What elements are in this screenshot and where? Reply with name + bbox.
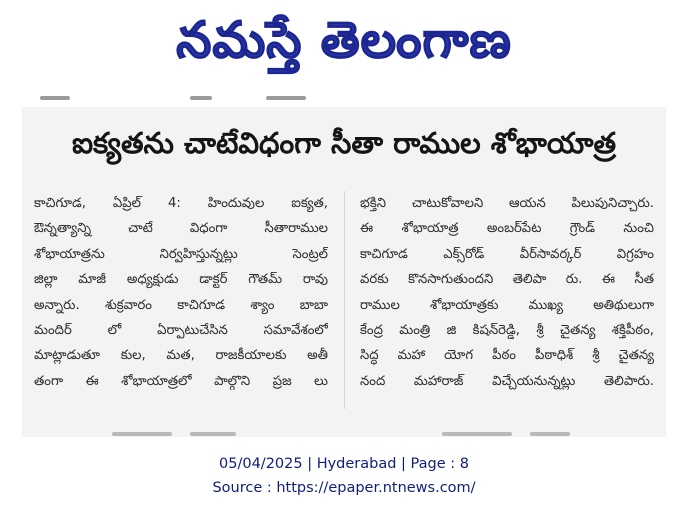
article-line: అన్నారు. శుక్రవారం కాచిగూడ శ్యాం బాబా xyxy=(34,297,328,313)
article-line: ఈ శోభాయాత్ర అంబర్‌పేట గ్రౌండ్ నుంచి xyxy=(360,221,654,237)
cropped-text-fragment xyxy=(40,92,320,106)
article-line: మాట్లాడుతూ కుల, మత, రాజకీయాలకు అతీ xyxy=(34,348,328,364)
article-line: కాచిగూడ ఎక్స్‌రోడ్ వీర్‌సావర్కర్ విగ్రహం xyxy=(360,246,654,262)
cropped-text-fragment xyxy=(112,429,592,439)
article-headline: ఐక్యతను చాటేవిధంగా సీతా రాముల శోభాయాత్ర xyxy=(71,126,617,160)
article-line: కాచిగూడ, ఏప్రిల్ 4: హిందువుల ఐక్యత, xyxy=(34,196,328,211)
article-column-left xyxy=(34,191,328,394)
column-divider xyxy=(344,191,345,409)
article-line: రాముల శోభాయాత్రకు ముఖ్య అతిథులుగా xyxy=(360,297,654,313)
date-location-page: 05/04/2025 | Hyderabad | Page : 8 xyxy=(219,456,469,472)
article-column-right xyxy=(360,191,654,394)
article-line: శోభాయాత్రను నిర్వహిస్తున్నట్లు సెంట్రల్ xyxy=(34,246,328,262)
article-line: భక్తిని చాటుకోవాలని ఆయన పిలుపునిచ్చారు. xyxy=(360,196,654,211)
article-line: ఔన్నత్యాన్ని చాటే విధంగా సీతారాముల xyxy=(34,221,328,237)
source-link[interactable]: Source : https://epaper.ntnews.com/ xyxy=(212,480,476,496)
article-line: సిద్ధ మహా యోగ పీఠం పీఠాధిశ్ శ్రీ చైతన్య xyxy=(360,348,654,364)
source-footer xyxy=(0,452,688,500)
article-line: జిల్లా మాజీ అధ్యక్షుడు డాక్టర్ గౌతమ్ రావు xyxy=(34,272,328,288)
article-line: తంగా ఈ శోభాయాత్రలో పాల్గొని ప్రజ లు xyxy=(34,373,328,389)
masthead xyxy=(0,0,688,92)
newspaper-logo: నమస్తే తెలంగాణ xyxy=(176,10,512,69)
article-line: వరకు కొనసాగుతుందని తెలిపా రు. ఈ సీత xyxy=(360,272,654,288)
article-line: కేంద్ర మంత్రి జి కిషన్‌రెడ్డి, శ్రీ చైతన్య శక్తిపీఠం, xyxy=(360,323,654,339)
article-line: మందిర్ లో ఏర్పాటుచేసిన సమావేశంలో xyxy=(34,323,328,339)
news-clipping xyxy=(22,107,666,437)
article-line: నంద మహారాజ్ విచ్చేయనున్నట్లు తెలిపారు. xyxy=(360,373,654,389)
